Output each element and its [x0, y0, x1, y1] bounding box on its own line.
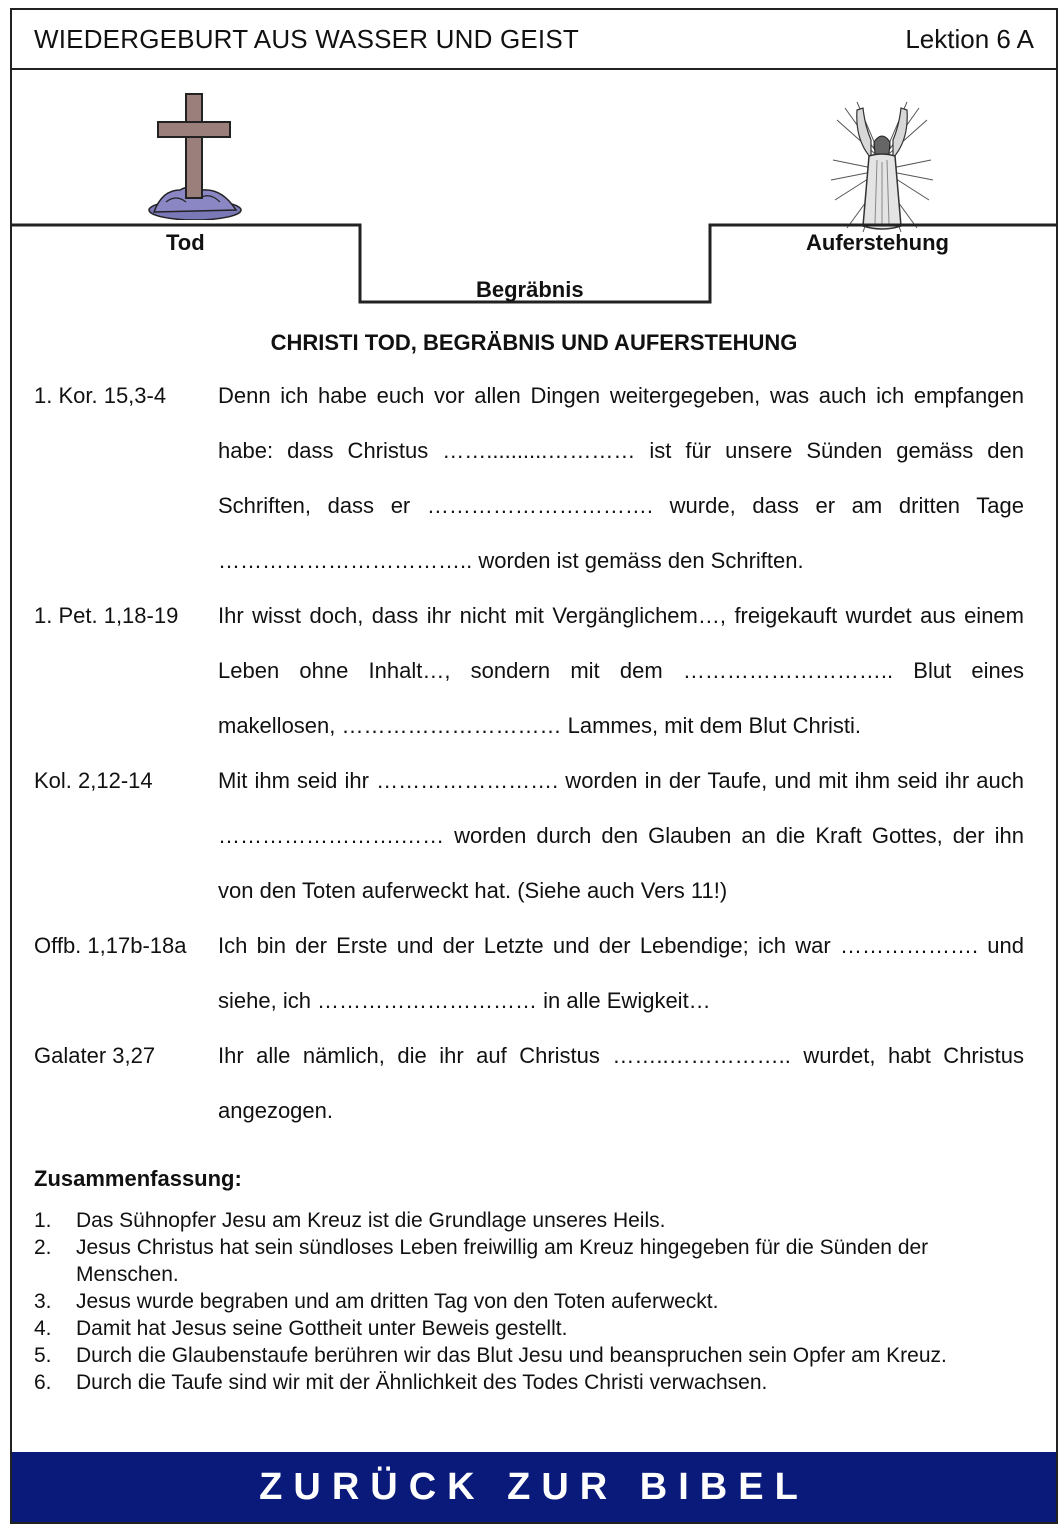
lesson-number: Lektion 6 A — [905, 24, 1034, 54]
summary-item-number: 5. — [34, 1344, 52, 1367]
label-resurrection: Auferstehung — [806, 230, 949, 255]
summary-item — [34, 1234, 1024, 1288]
verse-text: Denn ich habe euch vor allen Dingen weitergegeben, was auch ich empfangen habe: dass Christus ……..........………… ist für unsere Sünden gemäss den Schriften, dass er …………………………. wurde, dass er am dritten Tage …………………………….. worden ist gemäss den Schriften. — [218, 383, 1024, 573]
summary-item-number: 4. — [34, 1317, 52, 1340]
summary-item — [34, 1369, 1024, 1396]
label-burial: Begräbnis — [476, 277, 584, 302]
verse-text: Mit ihm seid ihr ……………………. worden in der Taufe, und mit ihm seid ihr auch …………………….…… worden durch den Glauben an die Kraft Gottes, der ihn von den Toten auferweckt hat. (Siehe auch Vers 11!) — [218, 768, 1024, 903]
risen-christ-icon — [827, 100, 937, 235]
summary-item-text: Das Sühnopfer Jesu am Kreuz ist die Grundlage unseres Heils. — [76, 1209, 666, 1232]
verse-text: Ihr wisst doch, dass ihr nicht mit Vergänglichem…, freigekauft wurdet aus einem Leben ohne Inhalt…, sondern mit dem ……………………….. Blut eines makellosen, ………………………… Lammes, mit dem Blut Christi. — [218, 603, 1024, 738]
summary-item-text: Damit hat Jesus seine Gottheit unter Beweis gestellt. — [76, 1317, 568, 1340]
header-bar — [12, 10, 1056, 70]
verse-text: Ihr alle nämlich, die ihr auf Christus ……..…………….. wurdet, habt Christus angezogen. — [218, 1043, 1024, 1123]
verse-text: Ich bin der Erste und der Letzte und der Lebendige; ich war ………………. und siehe, ich ………………………… in alle Ewigkeit… — [218, 933, 1024, 1013]
summary-item — [34, 1342, 1024, 1369]
summary-title: Zusammenfassung: — [34, 1166, 242, 1191]
summary-item-number: 1. — [34, 1209, 52, 1232]
section-heading: CHRISTI TOD, BEGRÄBNIS UND AUFERSTEHUNG — [270, 330, 798, 355]
label-death: Tod — [166, 230, 205, 255]
verse-reference: Kol. 2,12-14 — [34, 768, 153, 793]
footer-banner: ZURÜCK ZUR BIBEL — [12, 1452, 1056, 1522]
document-title: WIEDERGEBURT AUS WASSER UND GEIST — [34, 24, 579, 54]
summary-item-number: 6. — [34, 1371, 52, 1394]
verse-reference: Offb. 1,17b-18a — [34, 933, 187, 958]
summary-item — [34, 1288, 1024, 1315]
summary-item — [34, 1207, 1024, 1234]
verse-reference: Galater 3,27 — [34, 1043, 156, 1068]
summary-item-text: Durch die Taufe sind wir mit der Ähnlichkeit des Todes Christi verwachsen. — [76, 1371, 768, 1394]
summary-item-text: Jesus Christus hat sein sündloses Leben freiwillig am Kreuz hingegeben für die Sünden der Menschen. — [76, 1236, 929, 1286]
verse-reference: 1. Kor. 15,3-4 — [34, 383, 167, 408]
summary-item-text: Durch die Glaubenstaufe berühren wir das Blut Jesu und beanspruchen sein Opfer am Kreuz. — [76, 1344, 947, 1367]
summary-item-number: 2. — [34, 1236, 52, 1259]
summary-item-number: 3. — [34, 1290, 52, 1313]
summary-list — [34, 1207, 1024, 1396]
worksheet-page — [10, 8, 1058, 1524]
cross-icon — [140, 90, 250, 220]
summary-item — [34, 1315, 1024, 1342]
summary-item-text: Jesus wurde begraben und am dritten Tag von den Toten auferweckt. — [76, 1290, 719, 1313]
verse-reference: 1. Pet. 1,18-19 — [34, 603, 179, 628]
